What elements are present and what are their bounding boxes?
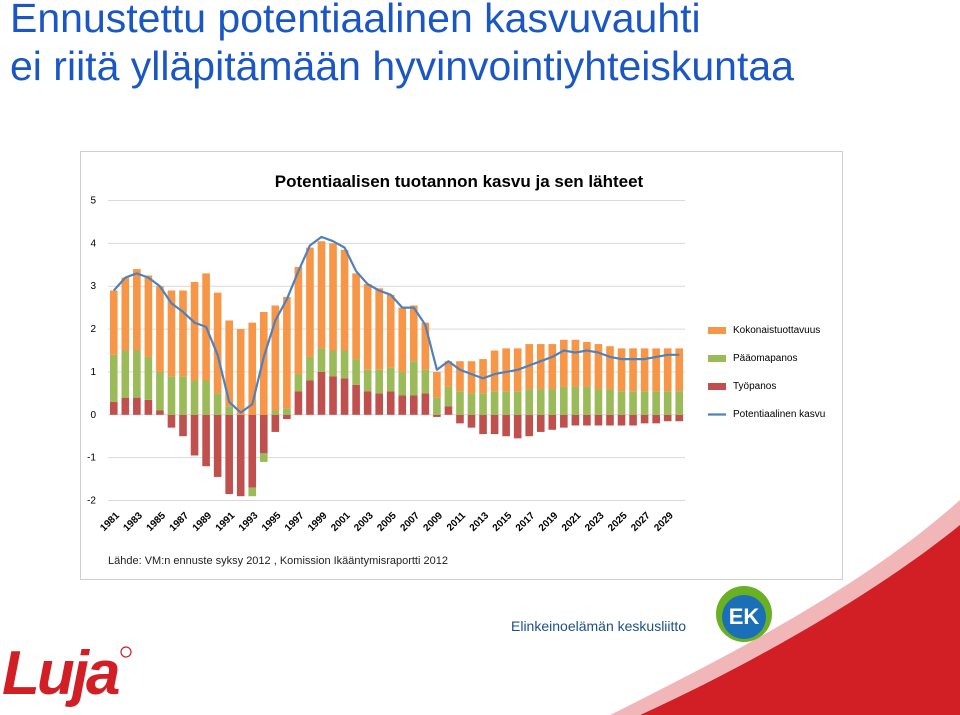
bar-ty-panos — [479, 415, 487, 434]
x-tick-label: 2015 — [490, 510, 515, 534]
line-series — [114, 237, 679, 413]
luja-logo — [0, 628, 140, 708]
x-tick-label: 2005 — [375, 510, 399, 534]
bar-kokonaistuottavuus — [214, 293, 222, 394]
bar-p-omapanos — [133, 351, 141, 398]
x-tick-label: 2009 — [421, 510, 446, 534]
bar-p-omapanos — [525, 389, 533, 415]
bar-ty-panos — [606, 415, 614, 426]
bar-kokonaistuottavuus — [156, 286, 164, 372]
x-tick-label: 1987 — [167, 510, 192, 534]
bar-ty-panos — [560, 415, 568, 428]
bar-ty-panos — [341, 378, 349, 414]
bar-ty-panos — [410, 396, 418, 415]
chart-title: Potentiaalisen tuotannon kasvu ja sen lähteet — [274, 172, 644, 191]
line-potentiaalinen-kasvu — [114, 237, 679, 413]
x-tick-label: 1999 — [306, 510, 330, 534]
bar-p-omapanos — [641, 391, 649, 415]
x-tick-label: 2027 — [629, 510, 653, 534]
bar-kokonaistuottavuus — [295, 267, 303, 374]
legend-label: Työpanos — [733, 381, 777, 392]
bar-ty-panos — [548, 415, 556, 430]
luja-logo-text: Luja — [2, 639, 118, 708]
bar-kokonaistuottavuus — [410, 306, 418, 362]
bar-ty-panos — [237, 415, 245, 496]
ek-logo — [511, 584, 775, 644]
bar-p-omapanos — [514, 391, 522, 415]
bar-ty-panos — [433, 415, 441, 417]
bar-kokonaistuottavuus — [329, 243, 337, 350]
y-tick-label: 1 — [90, 366, 96, 378]
bar-p-omapanos — [583, 387, 591, 415]
bar-kokonaistuottavuus — [445, 361, 453, 387]
bar-p-omapanos — [422, 370, 430, 394]
bar-ty-panos — [468, 415, 476, 428]
x-tick-label: 1997 — [283, 510, 307, 534]
chart-frame — [80, 151, 843, 580]
bar-ty-panos — [572, 415, 580, 426]
x-tick-label: 2019 — [536, 510, 561, 534]
bar-ty-panos — [398, 396, 406, 415]
bar-kokonaistuottavuus — [191, 282, 199, 381]
bar-kokonaistuottavuus — [618, 348, 626, 391]
x-tick-label: 2011 — [444, 510, 469, 534]
bar-p-omapanos — [168, 376, 176, 415]
bar-ty-panos — [225, 415, 233, 494]
bar-p-omapanos — [387, 368, 395, 392]
bar-p-omapanos — [595, 389, 603, 415]
bar-ty-panos — [525, 415, 533, 436]
bar-kokonaistuottavuus — [629, 348, 637, 391]
bar-ty-panos — [537, 415, 545, 432]
bar-p-omapanos — [225, 406, 233, 415]
ek-logo-mark — [511, 584, 775, 644]
bar-kokonaistuottavuus — [595, 344, 603, 389]
y-tick-label: 0 — [90, 409, 96, 421]
bar-ty-panos — [272, 415, 280, 432]
bar-p-omapanos — [491, 391, 499, 415]
bar-p-omapanos — [352, 359, 360, 385]
bar-ty-panos — [491, 415, 499, 434]
x-tick-label: 2017 — [513, 510, 538, 534]
bar-kokonaistuottavuus — [283, 297, 291, 408]
bar-p-omapanos — [306, 357, 314, 381]
bar-kokonaistuottavuus — [387, 295, 395, 368]
bar-kokonaistuottavuus — [572, 340, 580, 387]
x-tick-label: 2007 — [398, 510, 422, 534]
y-tick-label: -2 — [87, 495, 96, 507]
bar-kokonaistuottavuus — [606, 346, 614, 389]
bar-ty-panos — [675, 415, 683, 421]
bar-p-omapanos — [548, 389, 556, 415]
bar-ty-panos — [191, 415, 199, 456]
bar-p-omapanos — [110, 355, 118, 402]
bar-p-omapanos — [145, 357, 153, 400]
bar-kokonaistuottavuus — [145, 276, 153, 357]
bar-kokonaistuottavuus — [122, 278, 130, 351]
legend-label: Kokonaistuottavuus — [733, 325, 821, 336]
x-tick-label: 2021 — [559, 510, 584, 534]
bar-p-omapanos — [652, 391, 660, 415]
bar-p-omapanos — [456, 391, 464, 415]
bar-p-omapanos — [260, 453, 268, 462]
bar-p-omapanos — [364, 370, 372, 391]
x-tick-label: 1985 — [144, 510, 169, 534]
bar-kokonaistuottavuus — [652, 348, 660, 391]
bar-p-omapanos — [122, 351, 130, 398]
bar-kokonaistuottavuus — [341, 250, 349, 351]
bar-kokonaistuottavuus — [479, 359, 487, 393]
bar-p-omapanos — [572, 387, 580, 415]
bar-ty-panos — [214, 415, 222, 477]
luja-logo-mark — [0, 628, 140, 708]
x-tick-label: 1993 — [236, 510, 261, 534]
bar-kokonaistuottavuus — [306, 248, 314, 357]
bar-kokonaistuottavuus — [352, 273, 360, 359]
bar-kokonaistuottavuus — [491, 351, 499, 392]
bar-ty-panos — [364, 391, 372, 415]
bar-ty-panos — [260, 415, 268, 454]
bar-kokonaistuottavuus — [641, 348, 649, 391]
bar-ty-panos — [133, 398, 141, 415]
chart-source-note: Lähde: VM:n ennuste syksy 2012 , Komission Ikääntymisraportti 2012 — [108, 555, 448, 567]
x-tick-label: 1991 — [213, 510, 238, 534]
bar-p-omapanos — [248, 488, 256, 497]
bar-ty-panos — [352, 385, 360, 415]
bar-ty-panos — [456, 415, 464, 424]
bar-ty-panos — [318, 372, 326, 415]
bar-ty-panos — [168, 415, 176, 428]
x-tick-label: 1983 — [121, 510, 145, 534]
bar-p-omapanos — [537, 389, 545, 415]
bar-p-omapanos — [295, 374, 303, 391]
bar-ty-panos — [295, 391, 303, 415]
bar-ty-panos — [156, 411, 164, 415]
bar-p-omapanos — [675, 391, 683, 415]
bar-kokonaistuottavuus — [133, 269, 141, 350]
legend-swatch — [708, 383, 726, 390]
bar-kokonaistuottavuus — [433, 372, 441, 398]
bar-p-omapanos — [202, 381, 210, 415]
bar-p-omapanos — [560, 387, 568, 415]
bar-kokonaistuottavuus — [537, 344, 545, 389]
y-tick-label: 5 — [90, 195, 96, 207]
bar-p-omapanos — [179, 376, 187, 415]
bar-kokonaistuottavuus — [398, 308, 406, 372]
bar-kokonaistuottavuus — [502, 348, 510, 391]
bar-p-omapanos — [191, 381, 199, 415]
bar-kokonaistuottavuus — [318, 241, 326, 348]
bar-p-omapanos — [629, 391, 637, 415]
bar-ty-panos — [122, 398, 130, 415]
legend-label: Pääomapanos — [733, 353, 798, 364]
x-tick-label: 2029 — [652, 510, 676, 534]
bar-ty-panos — [514, 415, 522, 439]
bar-ty-panos — [445, 406, 453, 415]
bar-kokonaistuottavuus — [422, 323, 430, 370]
bar-ty-panos — [145, 400, 153, 415]
bar-ty-panos — [248, 415, 256, 488]
bar-kokonaistuottavuus — [364, 284, 372, 370]
bar-p-omapanos — [329, 351, 337, 377]
ek-logo-label: Elinkeinoelämän keskusliitto — [511, 618, 687, 634]
bar-kokonaistuottavuus — [110, 291, 118, 355]
bar-ty-panos — [110, 402, 118, 415]
slide-title-line-2: ei riitä ylläpitämään hyvinvointiyhteiskuntaa — [10, 43, 794, 89]
slide-title-line-1: Ennustettu potentiaalinen kasvuvauhti — [10, 0, 701, 41]
bar-ty-panos — [595, 415, 603, 426]
bar-p-omapanos — [283, 408, 291, 414]
bar-ty-panos — [283, 415, 291, 419]
bar-p-omapanos — [618, 391, 626, 415]
bar-kokonaistuottavuus — [560, 340, 568, 387]
bar-p-omapanos — [445, 387, 453, 406]
legend-label: Potentiaalinen kasvu — [733, 409, 826, 420]
bar-ty-panos — [641, 415, 649, 424]
bar-p-omapanos — [479, 393, 487, 414]
bar-ty-panos — [375, 393, 383, 414]
bar-p-omapanos — [433, 398, 441, 415]
bar-ty-panos — [202, 415, 210, 466]
bar-p-omapanos — [664, 391, 672, 415]
bar-kokonaistuottavuus — [237, 329, 245, 415]
y-tick-label: -1 — [87, 452, 96, 464]
legend-swatch — [708, 355, 726, 362]
bar-p-omapanos — [156, 372, 164, 411]
bar-p-omapanos — [502, 391, 510, 415]
bar-ty-panos — [652, 415, 660, 424]
ek-logo-letters: EK — [728, 604, 760, 629]
x-tick-label: 2001 — [329, 510, 353, 534]
bar-kokonaistuottavuus — [179, 291, 187, 377]
bar-ty-panos — [306, 381, 314, 415]
legend-swatch — [708, 327, 726, 334]
bar-kokonaistuottavuus — [548, 344, 556, 389]
x-tick-label: 1989 — [190, 510, 215, 534]
y-tick-label: 4 — [90, 238, 96, 250]
bar-p-omapanos — [341, 351, 349, 379]
bar-ty-panos — [629, 415, 637, 426]
legend — [708, 325, 825, 420]
y-tick-label: 2 — [90, 324, 96, 336]
x-tick-label: 1995 — [259, 510, 284, 534]
bar-kokonaistuottavuus — [468, 361, 476, 393]
bar-ty-panos — [502, 415, 510, 436]
x-tick-label: 2013 — [467, 510, 492, 534]
bar-p-omapanos — [318, 348, 326, 372]
y-axis — [87, 196, 96, 507]
bar-kokonaistuottavuus — [583, 342, 591, 387]
bar-ty-panos — [179, 415, 187, 436]
bar-p-omapanos — [468, 393, 476, 414]
bar-p-omapanos — [410, 361, 418, 395]
bar-ty-panos — [422, 393, 430, 414]
bar-kokonaistuottavuus — [375, 288, 383, 369]
bar-ty-panos — [583, 415, 591, 426]
x-tick-label: 2025 — [606, 510, 630, 534]
bar-ty-panos — [664, 415, 672, 421]
bar-p-omapanos — [272, 411, 280, 415]
y-tick-label: 3 — [90, 281, 96, 293]
growth-chart — [81, 152, 842, 579]
x-tick-label: 2003 — [352, 510, 376, 534]
bar-ty-panos — [387, 391, 395, 415]
bar-ty-panos — [329, 376, 337, 415]
x-tick-label: 2023 — [583, 510, 607, 534]
x-axis — [98, 510, 676, 534]
bar-ty-panos — [618, 415, 626, 426]
bar-p-omapanos — [606, 389, 614, 415]
x-tick-label: 1981 — [98, 510, 122, 534]
bar-p-omapanos — [375, 370, 383, 394]
bar-p-omapanos — [214, 393, 222, 414]
bar-kokonaistuottavuus — [456, 361, 464, 391]
bar-p-omapanos — [398, 372, 406, 396]
